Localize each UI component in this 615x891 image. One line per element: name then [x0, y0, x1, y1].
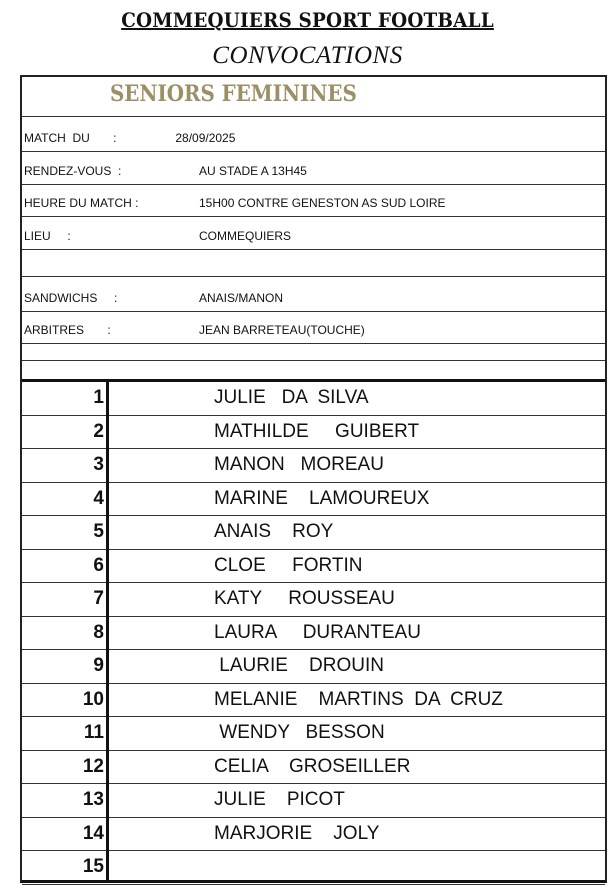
player-row [22, 416, 605, 450]
referees-row [22, 312, 605, 344]
sandwiches-value: ANAIS/MANON [199, 291, 284, 305]
player-number: 6 [93, 554, 104, 576]
sandwiches-row [22, 277, 605, 312]
club-name [0, 8, 615, 32]
player-row [22, 516, 605, 550]
match-time-value: 15H00 CONTRE GENESTON AS SUD LOIRE [199, 196, 446, 210]
player-row [22, 717, 605, 751]
player-number: 3 [93, 454, 104, 475]
player-name: MATHILDE GUIBERT [214, 420, 420, 442]
player-name: JULIE PICOT [214, 789, 345, 810]
player-number: 5 [93, 521, 104, 542]
player-row [22, 583, 605, 617]
match-time-label: HEURE DU MATCH : [24, 196, 139, 210]
player-name: MARJORIE JOLY [214, 822, 380, 844]
location-row [22, 217, 605, 250]
player-row [22, 851, 605, 885]
player-row [22, 483, 605, 517]
player-row [22, 751, 605, 785]
club-name-text: COMMEQUIERS SPORT FOOTBALL [121, 8, 494, 32]
match-date-row [22, 117, 605, 152]
player-number: 9 [93, 655, 104, 676]
referees-label: ARBITRES : [24, 323, 111, 337]
player-number: 8 [93, 621, 104, 643]
player-name: WENDY BESSON [214, 722, 385, 743]
match-date-label: MATCH DU : [24, 131, 117, 145]
referees-value: JEAN BARRETEAU(TOUCHE) [199, 323, 365, 337]
player-name: JULIE DA SILVA [214, 387, 369, 408]
player-number: 14 [82, 822, 104, 844]
location-value: COMMEQUIERS [199, 229, 292, 243]
player-name: CELIA GROSEILLER [214, 755, 411, 777]
player-number: 13 [82, 789, 104, 810]
player-number: 7 [93, 588, 104, 609]
player-number: 2 [93, 420, 104, 442]
rendezvous-row [22, 152, 605, 185]
player-name: ANAIS ROY [214, 521, 334, 542]
rendezvous-label: RENDEZ-VOUS : [24, 164, 122, 178]
rendezvous-value: AU STADE A 13H45 [199, 164, 307, 178]
player-list [22, 379, 605, 880]
player-number: 10 [82, 688, 104, 710]
player-name: MARINE LAMOUREUX [214, 487, 430, 509]
player-name: LAURA DURANTEAU [214, 621, 421, 643]
player-row [22, 550, 605, 584]
player-number: 12 [82, 755, 104, 777]
player-number: 11 [83, 722, 104, 743]
player-number: 15 [82, 856, 104, 877]
player-name: CLOE FORTIN [214, 554, 363, 576]
sandwiches-label: SANDWICHS : [24, 291, 118, 305]
empty-row [22, 250, 605, 277]
player-row [22, 818, 605, 852]
player-row [22, 650, 605, 684]
player-row [22, 449, 605, 483]
empty-row [22, 361, 605, 379]
player-row [22, 684, 605, 718]
player-name: MANON MOREAU [214, 454, 384, 475]
player-row [22, 617, 605, 651]
match-time-row [22, 185, 605, 217]
match-date-value: 28/09/2025 [132, 131, 236, 145]
player-name: MELANIE MARTINS DA CRUZ [214, 688, 503, 710]
player-number: 4 [93, 487, 104, 509]
category-row [22, 77, 605, 117]
player-name: KATY ROUSSEAU [214, 588, 395, 609]
category-title: SENIORS FEMININES [110, 81, 357, 107]
player-row [22, 382, 605, 416]
empty-row [22, 344, 605, 361]
column-divider [106, 382, 109, 880]
player-number: 1 [93, 387, 104, 408]
convocation-sheet [20, 75, 607, 883]
player-row [22, 784, 605, 818]
document-title: CONVOCATIONS [212, 42, 403, 69]
location-label: LIEU : [24, 229, 71, 243]
player-name: LAURIE DROUIN [214, 655, 384, 676]
